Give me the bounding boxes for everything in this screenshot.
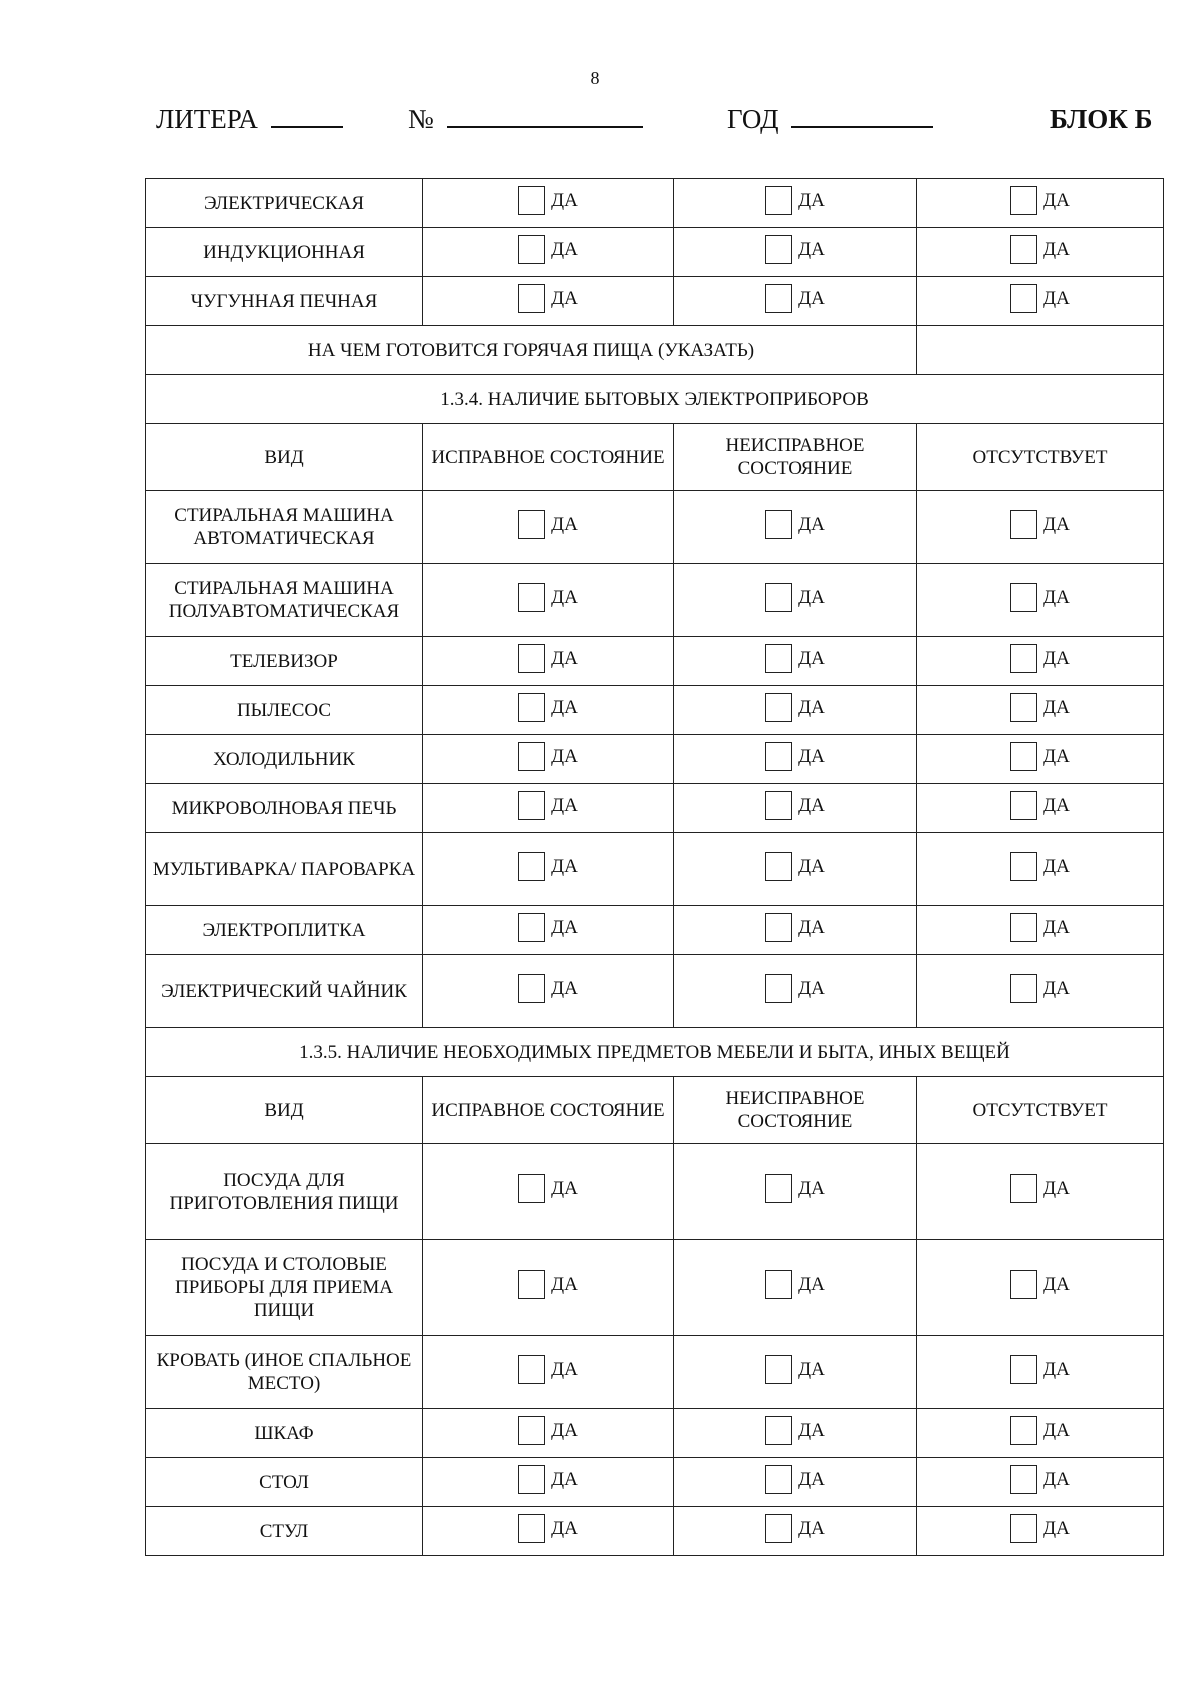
checkbox-faulty[interactable] — [765, 1465, 825, 1494]
checkbox-absent[interactable] — [1010, 974, 1070, 1003]
hot-food-input[interactable] — [917, 326, 1164, 375]
checkbox[interactable] — [765, 1355, 792, 1384]
yes-label: ДА — [551, 855, 578, 877]
checkbox-faulty-cell — [674, 228, 917, 277]
checkbox-working[interactable] — [518, 1416, 578, 1445]
checkbox[interactable] — [765, 791, 792, 820]
checkbox-absent[interactable] — [1010, 284, 1070, 313]
checkbox-faulty[interactable] — [765, 1270, 825, 1299]
checkbox-absent-cell — [917, 1144, 1164, 1240]
checkbox-absent-cell — [917, 1507, 1164, 1556]
checkbox-faulty[interactable] — [765, 1514, 825, 1543]
checkbox-absent[interactable] — [1010, 1416, 1070, 1445]
section-title: 1.3.4. НАЛИЧИЕ БЫТОВЫХ ЭЛЕКТРОПРИБОРОВ — [146, 375, 1164, 424]
checkbox-faulty[interactable] — [765, 852, 825, 881]
yes-label: ДА — [798, 977, 825, 999]
table-row — [146, 1240, 1164, 1336]
checkbox-absent-cell — [917, 564, 1164, 637]
checkbox-faulty-cell — [674, 906, 917, 955]
yes-label: ДА — [1043, 647, 1070, 669]
yes-label: ДА — [798, 1358, 825, 1380]
checkbox-working-cell — [423, 1507, 674, 1556]
checkbox-absent[interactable] — [1010, 693, 1070, 722]
checkbox-absent[interactable] — [1010, 510, 1070, 539]
table-row — [146, 955, 1164, 1028]
yes-label: ДА — [798, 287, 825, 309]
checkbox-faulty-cell — [674, 1458, 917, 1507]
checkbox-absent[interactable] — [1010, 791, 1070, 820]
checkbox[interactable] — [518, 644, 545, 673]
checkbox[interactable] — [765, 1270, 792, 1299]
checkbox-working-cell — [423, 955, 674, 1028]
checkbox[interactable] — [1010, 974, 1037, 1003]
column-absent-header: ОТСУТСТВУЕТ — [917, 424, 1164, 491]
yes-label: ДА — [551, 1419, 578, 1441]
checkbox-absent-cell — [917, 1240, 1164, 1336]
yes-label: ДА — [798, 1178, 825, 1199]
table-row — [146, 1507, 1164, 1556]
checkbox-faulty-cell — [674, 277, 917, 326]
yes-label: ДА — [798, 189, 825, 211]
yes-label: ДА — [798, 916, 825, 938]
checkbox-faulty-cell — [674, 955, 917, 1028]
table-row — [146, 564, 1164, 637]
checkbox[interactable] — [518, 913, 545, 942]
checkbox-faulty[interactable] — [765, 742, 825, 771]
yes-label: ДА — [551, 1468, 578, 1490]
checkbox[interactable] — [1010, 186, 1037, 215]
table-row — [146, 735, 1164, 784]
yes-label: ДА — [551, 647, 578, 669]
checkbox-working[interactable] — [518, 1174, 578, 1203]
checkbox[interactable] — [1010, 1355, 1037, 1384]
yes-label: ДА — [798, 513, 825, 535]
table-row — [146, 491, 1164, 564]
checkbox[interactable] — [765, 186, 792, 215]
checkbox[interactable] — [518, 1465, 545, 1494]
number-field — [408, 104, 643, 135]
checkbox-faulty[interactable] — [765, 974, 825, 1003]
item-label: МИКРОВОЛНОВАЯ ПЕЧЬ — [146, 784, 423, 833]
checkbox-faulty-cell — [674, 179, 917, 228]
checkbox[interactable] — [518, 693, 545, 722]
checkbox-working-cell — [423, 906, 674, 955]
checkbox-working-cell — [423, 1336, 674, 1409]
section-title: 1.3.5. НАЛИЧИЕ НЕОБХОДИМЫХ ПРЕДМЕТОВ МЕБЕЛИ И БЫТА, ИНЫХ ВЕЩЕЙ — [146, 1028, 1164, 1077]
checkbox-absent-cell — [917, 1409, 1164, 1458]
yes-label: ДА — [798, 1468, 825, 1490]
yes-label: ДА — [798, 1419, 825, 1441]
table-row — [146, 833, 1164, 906]
item-label: СТИРАЛЬНАЯ МАШИНА АВТОМАТИЧЕСКАЯ — [146, 491, 423, 564]
checkbox-absent[interactable] — [1010, 644, 1070, 673]
checkbox[interactable] — [518, 1355, 545, 1384]
table-row — [146, 228, 1164, 277]
checkbox-absent-cell — [917, 686, 1164, 735]
checkbox-absent[interactable] — [1010, 1465, 1070, 1494]
checkbox[interactable] — [765, 852, 792, 881]
yes-label: ДА — [551, 745, 578, 767]
checkbox[interactable] — [1010, 1416, 1037, 1445]
checkbox-faulty[interactable] — [765, 1355, 825, 1384]
column-faulty-header: НЕИСПРАВНОЕ СОСТОЯНИЕ — [674, 424, 917, 491]
yes-label: ДА — [551, 1178, 578, 1199]
item-label: ПОСУДА ДЛЯ ПРИГОТОВЛЕНИЯ ПИЩИ — [146, 1144, 423, 1240]
checkbox[interactable] — [518, 1174, 545, 1203]
checkbox-working-cell — [423, 1240, 674, 1336]
litera-input-line[interactable] — [271, 104, 343, 128]
checkbox[interactable] — [1010, 1514, 1037, 1543]
checkbox-absent-cell — [917, 228, 1164, 277]
item-label: КРОВАТЬ (ИНОЕ СПАЛЬНОЕ МЕСТО) — [146, 1336, 423, 1409]
column-faulty-header: НЕИСПРАВНОЕ СОСТОЯНИЕ — [674, 1077, 917, 1144]
checkbox-working-cell — [423, 228, 674, 277]
checkbox-working-cell — [423, 1144, 674, 1240]
number-input-line[interactable] — [447, 104, 643, 128]
checkbox-faulty[interactable] — [765, 583, 825, 612]
checkbox-faulty[interactable] — [765, 186, 825, 215]
item-label: МУЛЬТИВАРКА/ ПАРОВАРКА — [146, 833, 423, 906]
checkbox-faulty-cell — [674, 564, 917, 637]
item-label: ПЫЛЕСОС — [146, 686, 423, 735]
item-label: ШКАФ — [146, 1409, 423, 1458]
checkbox[interactable] — [518, 510, 545, 539]
yes-label: ДА — [1043, 238, 1070, 260]
checkbox[interactable] — [1010, 791, 1037, 820]
checkbox-absent-cell — [917, 1458, 1164, 1507]
item-label: ЭЛЕКТРИЧЕСКИЙ ЧАЙНИК — [146, 955, 423, 1028]
checkbox-working[interactable] — [518, 1355, 578, 1384]
section-row — [146, 1028, 1164, 1077]
checkbox-absent[interactable] — [1010, 913, 1070, 942]
yes-label: ДА — [1043, 1178, 1070, 1199]
checkbox[interactable] — [765, 913, 792, 942]
item-label: СТИРАЛЬНАЯ МАШИНА ПОЛУАВТОМАТИЧЕСКАЯ — [146, 564, 423, 637]
checkbox-faulty-cell — [674, 1144, 917, 1240]
checkbox-faulty-cell — [674, 1409, 917, 1458]
checkbox-working-cell — [423, 179, 674, 228]
checkbox-absent[interactable] — [1010, 1514, 1070, 1543]
checkbox-absent-cell — [917, 179, 1164, 228]
litera-label: ЛИТЕРА — [156, 104, 258, 134]
checkbox-working[interactable] — [518, 852, 578, 881]
table-row — [146, 1144, 1164, 1240]
checkbox-faulty-cell — [674, 686, 917, 735]
checkbox[interactable] — [518, 1416, 545, 1445]
checkbox[interactable] — [765, 1416, 792, 1445]
checkbox-absent[interactable] — [1010, 1355, 1070, 1384]
yes-label: ДА — [1043, 1419, 1070, 1441]
table-row — [146, 1336, 1164, 1409]
checkbox[interactable] — [765, 974, 792, 1003]
checkbox-faulty[interactable] — [765, 1174, 825, 1203]
checkbox-faulty-cell — [674, 637, 917, 686]
checkbox-absent-cell — [917, 833, 1164, 906]
checkbox[interactable] — [1010, 644, 1037, 673]
year-input-line[interactable] — [791, 104, 933, 128]
number-label: № — [408, 104, 434, 134]
checkbox[interactable] — [1010, 852, 1037, 881]
column-header-row — [146, 424, 1164, 491]
yes-label: ДА — [551, 977, 578, 999]
table-row — [146, 637, 1164, 686]
inventory-form-table — [145, 178, 1164, 1556]
column-working-header: ИСПРАВНОЕ СОСТОЯНИЕ — [423, 1077, 674, 1144]
table-row — [146, 179, 1164, 228]
item-label: ХОЛОДИЛЬНИК — [146, 735, 423, 784]
checkbox[interactable] — [765, 510, 792, 539]
item-label: ЭЛЕКТРОПЛИТКА — [146, 906, 423, 955]
table-row — [146, 1458, 1164, 1507]
yes-label: ДА — [1043, 745, 1070, 767]
checkbox-working-cell — [423, 491, 674, 564]
checkbox[interactable] — [765, 1465, 792, 1494]
column-type-header: ВИД — [146, 424, 423, 491]
checkbox-working-cell — [423, 735, 674, 784]
yes-label: ДА — [798, 1274, 825, 1295]
yes-label: ДА — [1043, 916, 1070, 938]
item-label: СТУЛ — [146, 1507, 423, 1556]
yes-label: ДА — [798, 586, 825, 608]
yes-label: ДА — [551, 238, 578, 260]
yes-label: ДА — [1043, 189, 1070, 211]
page-number: 8 — [590, 68, 600, 88]
table-row — [146, 906, 1164, 955]
checkbox-faulty-cell — [674, 491, 917, 564]
checkbox[interactable] — [1010, 235, 1037, 264]
checkbox-absent-cell — [917, 735, 1164, 784]
yes-label: ДА — [551, 794, 578, 816]
checkbox-working[interactable] — [518, 1465, 578, 1494]
block-label: БЛОК Б — [1050, 104, 1153, 134]
checkbox-faulty-cell — [674, 784, 917, 833]
checkbox-working[interactable] — [518, 974, 578, 1003]
table-row — [146, 686, 1164, 735]
checkbox-faulty-cell — [674, 1240, 917, 1336]
item-label: СТОЛ — [146, 1458, 423, 1507]
checkbox-working-cell — [423, 686, 674, 735]
yes-label: ДА — [798, 745, 825, 767]
column-header-row — [146, 1077, 1164, 1144]
year-label: ГОД — [727, 104, 779, 134]
yes-label: ДА — [1043, 1358, 1070, 1380]
table-row — [146, 784, 1164, 833]
yes-label: ДА — [551, 1517, 578, 1539]
checkbox-working[interactable] — [518, 186, 578, 215]
checkbox-faulty[interactable] — [765, 693, 825, 722]
checkbox-working-cell — [423, 277, 674, 326]
checkbox[interactable] — [765, 742, 792, 771]
checkbox[interactable] — [765, 235, 792, 264]
checkbox-absent[interactable] — [1010, 852, 1070, 881]
yes-label: ДА — [1043, 513, 1070, 535]
checkbox[interactable] — [518, 852, 545, 881]
checkbox-absent-cell — [917, 491, 1164, 564]
checkbox[interactable] — [518, 186, 545, 215]
checkbox-faulty-cell — [674, 735, 917, 784]
checkbox-absent-cell — [917, 906, 1164, 955]
checkbox-absent[interactable] — [1010, 742, 1070, 771]
checkbox-faulty-cell — [674, 833, 917, 906]
yes-label: ДА — [798, 855, 825, 877]
yes-label: ДА — [798, 238, 825, 260]
yes-label: ДА — [1043, 855, 1070, 877]
yes-label: ДА — [1043, 586, 1070, 608]
checkbox[interactable] — [518, 742, 545, 771]
checkbox-working[interactable] — [518, 913, 578, 942]
checkbox-working[interactable] — [518, 693, 578, 722]
checkbox-working-cell — [423, 1458, 674, 1507]
checkbox-absent-cell — [917, 277, 1164, 326]
yes-label: ДА — [1043, 977, 1070, 999]
item-label: ЭЛЕКТРИЧЕСКАЯ — [146, 179, 423, 228]
checkbox-working[interactable] — [518, 791, 578, 820]
litera-field — [156, 104, 343, 135]
checkbox[interactable] — [518, 1514, 545, 1543]
checkbox-working[interactable] — [518, 284, 578, 313]
yes-label: ДА — [551, 586, 578, 608]
checkbox-working-cell — [423, 564, 674, 637]
yes-label: ДА — [798, 1517, 825, 1539]
yes-label: ДА — [551, 696, 578, 718]
item-label: ИНДУКЦИОННАЯ — [146, 228, 423, 277]
checkbox[interactable] — [765, 583, 792, 612]
yes-label: ДА — [1043, 794, 1070, 816]
column-absent-header: ОТСУТСТВУЕТ — [917, 1077, 1164, 1144]
checkbox[interactable] — [1010, 284, 1037, 313]
checkbox[interactable] — [518, 974, 545, 1003]
checkbox-working[interactable] — [518, 510, 578, 539]
hot-food-row — [146, 326, 1164, 375]
checkbox-absent-cell — [917, 637, 1164, 686]
checkbox-absent[interactable] — [1010, 583, 1070, 612]
checkbox-absent-cell — [917, 1336, 1164, 1409]
checkbox[interactable] — [518, 284, 545, 313]
checkbox-faulty-cell — [674, 1507, 917, 1556]
checkbox-absent[interactable] — [1010, 1270, 1070, 1299]
yes-label: ДА — [551, 1358, 578, 1380]
table-row — [146, 277, 1164, 326]
checkbox-working[interactable] — [518, 1514, 578, 1543]
checkbox-faulty[interactable] — [765, 284, 825, 313]
checkbox[interactable] — [1010, 913, 1037, 942]
checkbox[interactable] — [1010, 583, 1037, 612]
item-label: ТЕЛЕВИЗОР — [146, 637, 423, 686]
checkbox-faulty[interactable] — [765, 644, 825, 673]
section-row — [146, 375, 1164, 424]
checkbox-absent[interactable] — [1010, 186, 1070, 215]
checkbox[interactable] — [518, 235, 545, 264]
checkbox-absent[interactable] — [1010, 235, 1070, 264]
yes-label: ДА — [1043, 287, 1070, 309]
checkbox[interactable] — [765, 693, 792, 722]
checkbox-working[interactable] — [518, 1270, 578, 1299]
checkbox[interactable] — [765, 1174, 792, 1203]
yes-label: ДА — [798, 696, 825, 718]
checkbox-working[interactable] — [518, 235, 578, 264]
checkbox-working-cell — [423, 1409, 674, 1458]
item-label: ЧУГУННАЯ ПЕЧНАЯ — [146, 277, 423, 326]
item-label: ПОСУДА И СТОЛОВЫЕ ПРИБОРЫ ДЛЯ ПРИЕМА ПИЩИ — [146, 1240, 423, 1336]
yes-label: ДА — [551, 1274, 578, 1295]
yes-label: ДА — [551, 287, 578, 309]
yes-label: ДА — [798, 647, 825, 669]
yes-label: ДА — [551, 916, 578, 938]
checkbox-working-cell — [423, 784, 674, 833]
checkbox[interactable] — [765, 1514, 792, 1543]
yes-label: ДА — [551, 189, 578, 211]
checkbox-absent-cell — [917, 955, 1164, 1028]
column-working-header: ИСПРАВНОЕ СОСТОЯНИЕ — [423, 424, 674, 491]
checkbox[interactable] — [1010, 1270, 1037, 1299]
yes-label: ДА — [1043, 1274, 1070, 1295]
yes-label: ДА — [798, 794, 825, 816]
yes-label: ДА — [1043, 1468, 1070, 1490]
checkbox-faulty[interactable] — [765, 510, 825, 539]
checkbox[interactable] — [765, 644, 792, 673]
checkbox[interactable] — [1010, 510, 1037, 539]
checkbox-working-cell — [423, 833, 674, 906]
checkbox[interactable] — [765, 284, 792, 313]
yes-label: ДА — [551, 513, 578, 535]
checkbox[interactable] — [518, 1270, 545, 1299]
checkbox[interactable] — [518, 583, 545, 612]
checkbox-absent-cell — [917, 784, 1164, 833]
yes-label: ДА — [1043, 1517, 1070, 1539]
checkbox-absent[interactable] — [1010, 1174, 1070, 1203]
column-type-header: ВИД — [146, 1077, 423, 1144]
checkbox-working-cell — [423, 637, 674, 686]
year-field — [727, 104, 933, 135]
hot-food-label: НА ЧЕМ ГОТОВИТСЯ ГОРЯЧАЯ ПИЩА (УКАЗАТЬ) — [146, 326, 917, 375]
checkbox-faulty[interactable] — [765, 235, 825, 264]
checkbox-faulty[interactable] — [765, 1416, 825, 1445]
checkbox-faulty[interactable] — [765, 913, 825, 942]
checkbox[interactable] — [1010, 742, 1037, 771]
checkbox[interactable] — [1010, 1174, 1037, 1203]
table-row — [146, 1409, 1164, 1458]
checkbox[interactable] — [518, 791, 545, 820]
checkbox-faulty-cell — [674, 1336, 917, 1409]
checkbox-faulty[interactable] — [765, 791, 825, 820]
checkbox[interactable] — [1010, 1465, 1037, 1494]
yes-label: ДА — [1043, 696, 1070, 718]
checkbox-working[interactable] — [518, 742, 578, 771]
checkbox[interactable] — [1010, 693, 1037, 722]
checkbox-working[interactable] — [518, 583, 578, 612]
checkbox-working[interactable] — [518, 644, 578, 673]
